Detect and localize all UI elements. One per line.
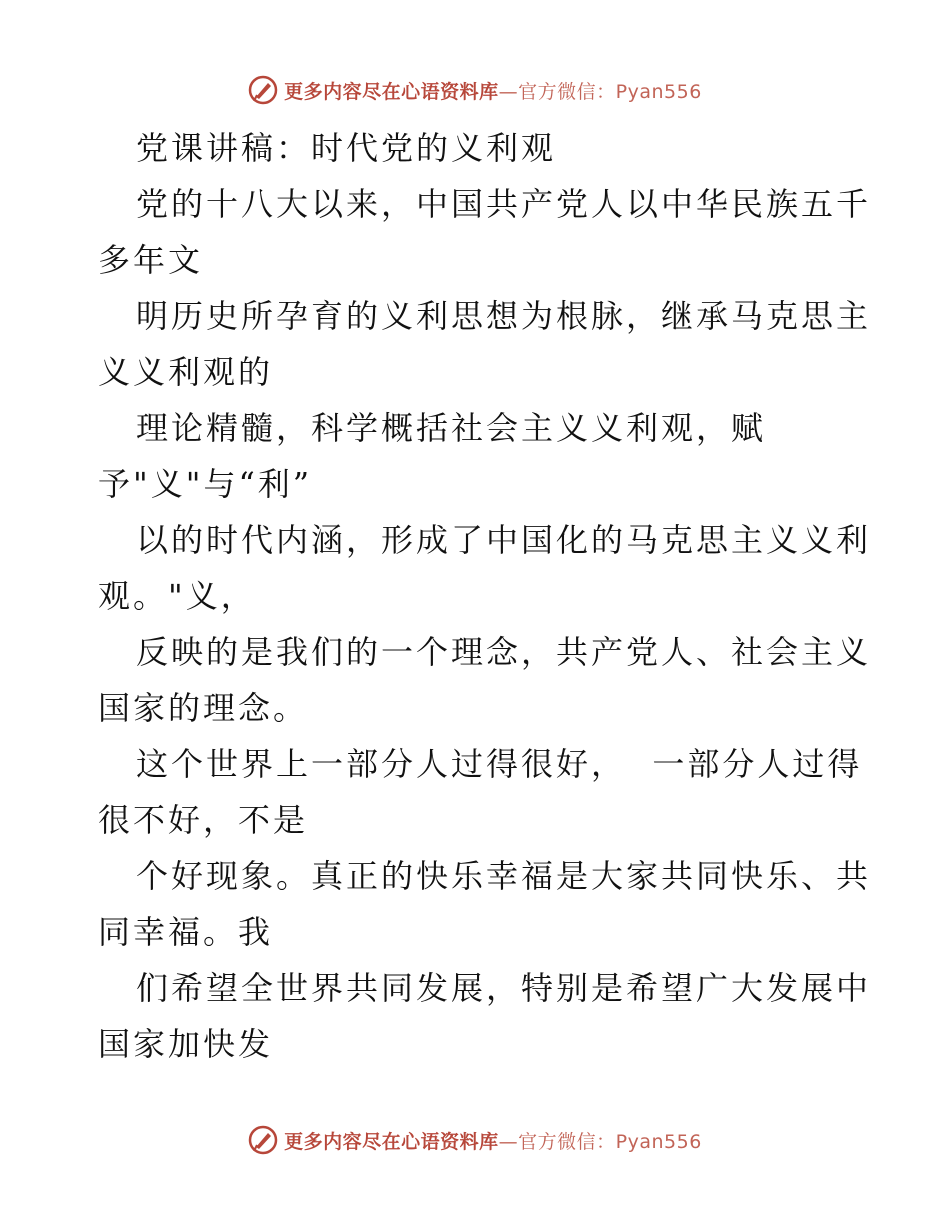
paragraph-line: 同幸福。我	[98, 913, 274, 951]
header-contact-text: —官方微信：Pyan556	[498, 80, 702, 103]
quill-logo-icon	[248, 1125, 278, 1155]
document-body	[98, 120, 872, 1072]
document-title: 党课讲稿：时代党的义利观	[136, 129, 557, 167]
paragraph-line: 以的时代内涵，形成了中国化的马克思主义义利	[136, 521, 872, 559]
paragraph-line: 很不好，不是	[98, 801, 309, 839]
paragraph-line: 明历史所孕育的义利思想为根脉，继承马克思主	[136, 297, 872, 335]
footer-watermark-banner	[0, 1120, 950, 1160]
paragraph-line: 予"义"与“利”	[98, 465, 313, 503]
paragraph-line: 国家的理念。	[98, 689, 309, 727]
header-watermark-banner	[0, 70, 950, 110]
paragraph-line: 理论精髓，科学概括社会主义义利观，赋	[136, 409, 767, 447]
paragraph-line: 个好现象。真正的快乐幸福是大家共同快乐、共	[136, 857, 872, 895]
header-banner-text	[284, 77, 702, 104]
paragraph-line: 这个世界上一部分人过得很好， 一部分人过得	[136, 745, 863, 783]
footer-site-text: 更多内容尽在心语资料库	[284, 1130, 499, 1153]
paragraph-line: 反映的是我们的一个理念，共产党人、社会主义	[136, 633, 872, 671]
paragraph-line: 们希望全世界共同发展，特别是希望广大发展中	[136, 969, 872, 1007]
quill-logo-icon	[248, 75, 278, 105]
paragraph-line: 观。"义，	[98, 577, 256, 615]
paragraph-line: 国家加快发	[98, 1025, 274, 1063]
paragraph-line: 义义利观的	[98, 353, 274, 391]
header-site-text: 更多内容尽在心语资料库	[284, 80, 499, 103]
paragraph-line: 党的十八大以来，中国共产党人以中华民族五千	[136, 185, 872, 223]
footer-contact-text: —官方微信：Pyan556	[498, 1130, 702, 1153]
footer-banner-text	[284, 1127, 702, 1154]
paragraph-line: 多年文	[98, 241, 204, 279]
